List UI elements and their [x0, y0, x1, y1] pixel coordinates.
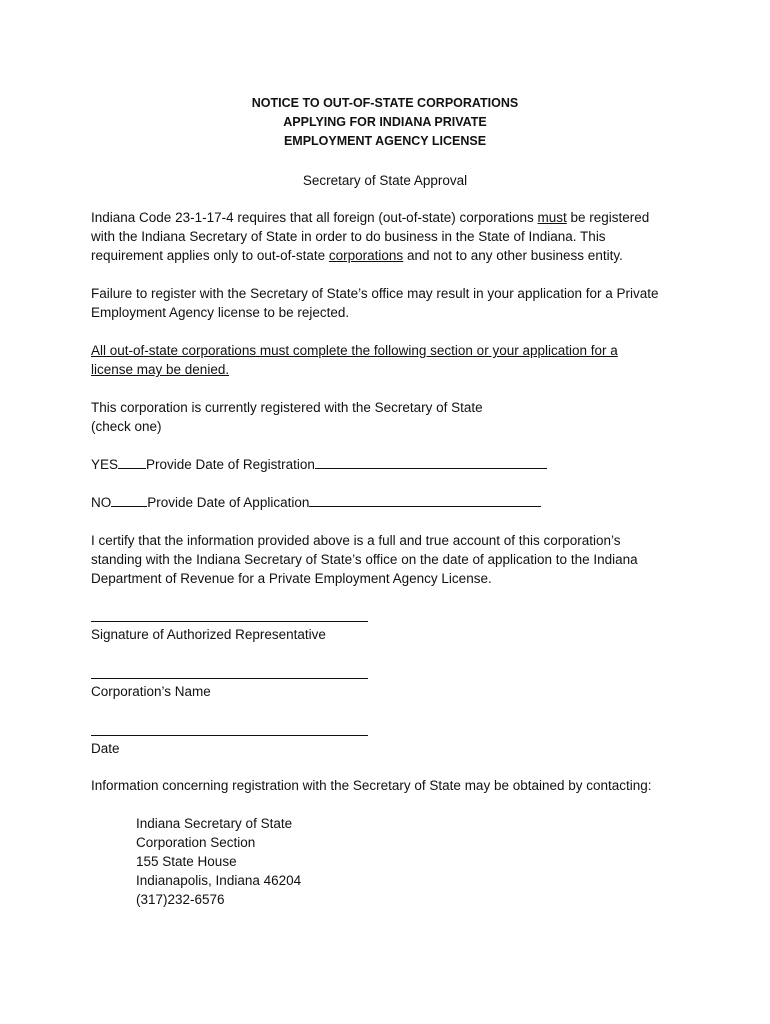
- title-line-3: EMPLOYMENT AGENCY LICENSE: [283, 134, 487, 148]
- yes-label: YES: [91, 457, 119, 472]
- code-paragraph-line-3: [91, 246, 691, 265]
- code-paragraph-line-1: [91, 208, 691, 227]
- address-line-4: Indianapolis, Indiana 46204: [136, 873, 302, 888]
- address-line-3: 155 State House: [136, 854, 237, 869]
- document-title: [0, 94, 770, 151]
- title-line-1: NOTICE TO OUT-OF-STATE CORPORATIONS: [251, 96, 519, 110]
- title-line-2: APPLYING FOR INDIANA PRIVATE: [283, 115, 487, 129]
- code-text-c: requirement applies only to out-of-state: [91, 248, 329, 263]
- no-label: NO: [91, 495, 112, 510]
- no-option-row: [91, 493, 691, 512]
- failure-paragraph: [91, 284, 691, 322]
- date-label: Date: [91, 741, 120, 756]
- no-check-blank[interactable]: [111, 493, 147, 507]
- yes-check-blank[interactable]: [118, 455, 146, 469]
- address-line-1: Indiana Secretary of State: [136, 816, 293, 831]
- warning-line-2: license may be denied.: [91, 362, 230, 377]
- application-date-blank[interactable]: [309, 493, 541, 507]
- failure-line-2: Employment Agency license to be rejected.: [91, 305, 350, 320]
- signature-label: Signature of Authorized Representative: [91, 627, 326, 642]
- yes-option-text: Provide Date of Registration: [146, 457, 315, 472]
- contact-intro-line: Information concerning registration with the Secretary of State may be obtained by contacting:: [91, 778, 652, 793]
- registered-line-1: This corporation is currently registered with the Secretary of State: [91, 400, 483, 415]
- certify-paragraph: [91, 531, 691, 588]
- code-paragraph: [91, 208, 691, 265]
- address-phone: (317)232-6576: [136, 892, 225, 907]
- code-text-b: be registered: [566, 210, 650, 225]
- date-line[interactable]: [91, 735, 368, 736]
- corporation-name-line[interactable]: [91, 678, 368, 679]
- warning-paragraph: [91, 341, 691, 379]
- corporation-name-label: Corporation’s Name: [91, 684, 211, 699]
- signature-line[interactable]: [91, 621, 368, 622]
- certify-line-3: Department of Revenue for a Private Employment Agency License.: [91, 571, 492, 586]
- must-underlined: must: [537, 210, 567, 225]
- address-line-2: Corporation Section: [136, 835, 256, 850]
- code-text-d: and not to any other business entity.: [403, 248, 623, 263]
- certify-line-2: standing with the Indiana Secretary of State’s office on the date of application to the Indiana: [91, 552, 638, 567]
- document-subtitle: Secretary of State Approval: [302, 173, 468, 188]
- yes-option-line: [91, 455, 691, 474]
- code-paragraph-line-2: with the Indiana Secretary of State in order to do business in the State of Indiana. This: [91, 229, 606, 244]
- registered-line-2: (check one): [91, 419, 162, 434]
- code-text-a: Indiana Code 23-1-17-4 requires that all foreign (out-of-state) corporations: [91, 210, 538, 225]
- certify-line-1: I certify that the information provided above is a full and true account of this corporation’s: [91, 533, 621, 548]
- warning-line-1: All out-of-state corporations must complete the following section or your application for a: [91, 343, 618, 358]
- yes-option-row: [91, 455, 691, 474]
- no-option-line: [91, 493, 691, 512]
- contact-address: [136, 814, 301, 909]
- contact-intro: [91, 776, 691, 795]
- corporations-underlined: corporations: [328, 248, 404, 263]
- no-option-text: Provide Date of Application: [147, 495, 310, 510]
- warning-line-2-wrap: [91, 360, 691, 379]
- registered-paragraph: [91, 398, 691, 436]
- registration-date-blank[interactable]: [315, 455, 547, 469]
- failure-line-1: Failure to register with the Secretary of State’s office may result in your application for a Private: [91, 286, 659, 301]
